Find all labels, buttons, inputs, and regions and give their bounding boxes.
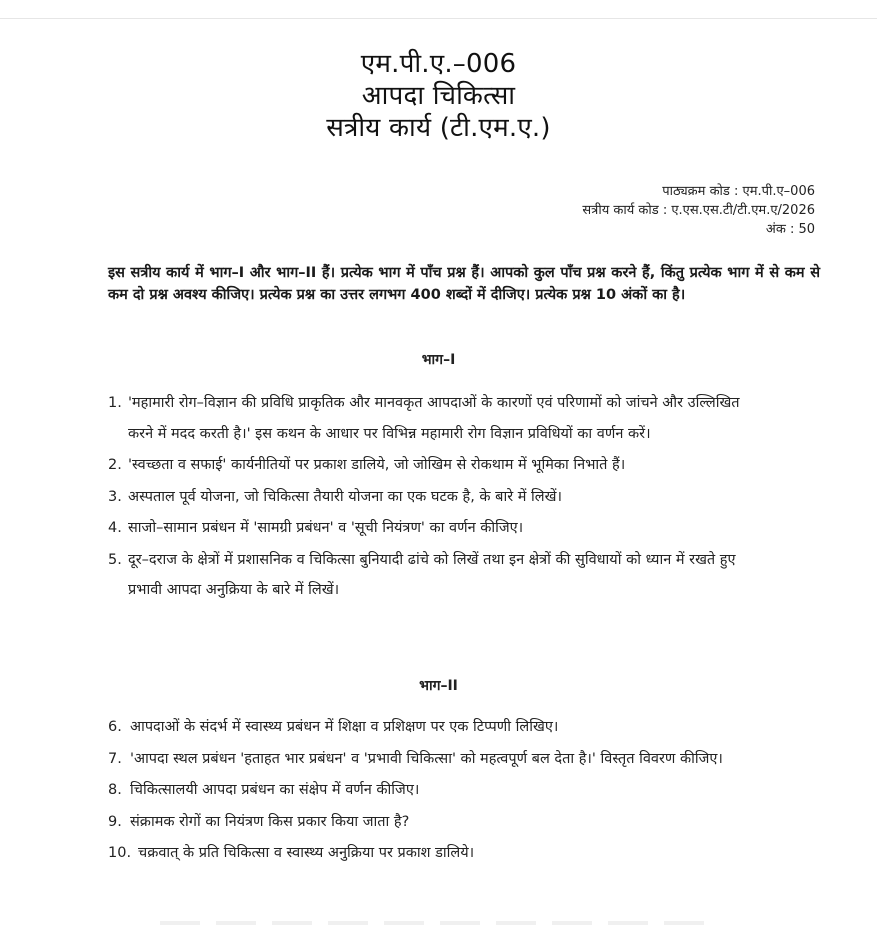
question-number: 10. [108, 845, 132, 861]
question-text: चिकित्सालयी आपदा प्रबंधन का संक्षेप में वर्णन कीजिए। [130, 782, 420, 798]
part-1-question-list [108, 388, 768, 607]
question-text: साजो–सामान प्रबंधन में 'सामग्री प्रबंधन' व 'सूची नियंत्रण' का वर्णन कीजिए। [128, 520, 524, 536]
question-item [108, 712, 768, 743]
question-text: संक्रामक रोगों का नियंत्रण किस प्रकार किया जाता है? [130, 813, 410, 830]
part-2-heading: भाग–II [419, 678, 458, 694]
question-item [108, 807, 768, 838]
question-number: 1. [108, 395, 122, 411]
question-item [108, 545, 768, 606]
question-text: 'स्वच्छता व सफाई' कार्यनीतियों पर प्रकाश डालिये, जो जोखिम से रोकथाम में भूमिका निभाते हैं। [128, 457, 626, 473]
question-text: 'आपदा स्थल प्रबंधन 'हताहत भार प्रबंधन' व 'प्रभावी चिकित्सा' को महत्वपूर्ण बल देता है।' विस्तृत विवरण कीजिए। [130, 750, 723, 767]
question-text: अस्पताल पूर्व योजना, जो चिकित्सा तैयारी योजना का एक घटक है, के बारे में लिखें। [128, 488, 562, 505]
question-number: 9. [108, 813, 122, 830]
question-number: 3. [108, 488, 122, 505]
assignment-title: सत्रीय कार्य (टी.एम.ए.) [326, 113, 551, 143]
course-title: आपदा चिकित्सा [361, 81, 516, 111]
question-item [108, 744, 768, 775]
assignment-code: सत्रीय कार्य कोड : ए.एस.एस.टी/टी.एम.ए/2026 [582, 203, 815, 218]
part-2-question-list [108, 712, 768, 870]
course-code-title: एम.पी.ए.–006 [360, 49, 517, 79]
course-meta [582, 182, 815, 239]
question-item [108, 775, 768, 806]
question-number: 7. [108, 750, 122, 767]
question-item [108, 482, 768, 513]
question-number: 8. [108, 782, 122, 798]
question-number: 5. [108, 551, 122, 568]
question-item [108, 513, 768, 544]
question-text: दूर–दराज के क्षेत्रों में प्रशासनिक व चिकित्सा बुनियादी ढांचे को लिखें तथा इन क्षेत्रों की सुविधायों को ध्यान में रखते हुए प्रभावी आपदा अनुक्रिया के बारे में लिखें। [128, 551, 736, 598]
part-1-heading: भाग–I [421, 352, 456, 368]
total-marks: अंक : 50 [765, 222, 815, 237]
question-number: 4. [108, 520, 122, 536]
question-number: 6. [108, 719, 122, 735]
question-item [108, 388, 768, 449]
cutoff-line-fragment [160, 921, 720, 925]
question-number: 2. [108, 457, 122, 473]
question-text: चक्रवात् के प्रति चिकित्सा व स्वास्थ्य अनुक्रिया पर प्रकाश डालिये। [138, 845, 475, 861]
question-item [108, 450, 768, 481]
question-item [108, 838, 768, 869]
instructions-paragraph: इस सत्रीय कार्य में भाग–I और भाग–II हैं। प्रत्येक भाग में पाँच प्रश्न हैं। आपको कुल पाँच प्रश्न करने हैं, किंतु प्रत्येक भाग में से कम से कम दो प्रश्न अवश्य कीजिए। प्रत्येक प्रश्न का उत्तर लगभग 400 शब्दों में दीजिए। प्रत्येक प्रश्न 10 अंकों का है। [108, 265, 820, 303]
document-header [0, 48, 877, 144]
course-code: पाठ्यक्रम कोड : एम.पी.ए–006 [662, 184, 815, 199]
top-divider [0, 18, 877, 19]
question-text: आपदाओं के संदर्भ में स्वास्थ्य प्रबंधन में शिक्षा व प्रशिक्षण पर एक टिप्पणी लिखिए। [130, 719, 559, 735]
question-text: 'महामारी रोग–विज्ञान की प्रविधि प्राकृतिक और मानवकृत आपदाओं के कारणों एवं परिणामों को जांचने और उल्लिखित करने में मदद करती है।' इस कथन के आधार पर विभिन्न महामारी रोग विज्ञान प्रविधियों का वर्णन करें। [128, 395, 740, 442]
